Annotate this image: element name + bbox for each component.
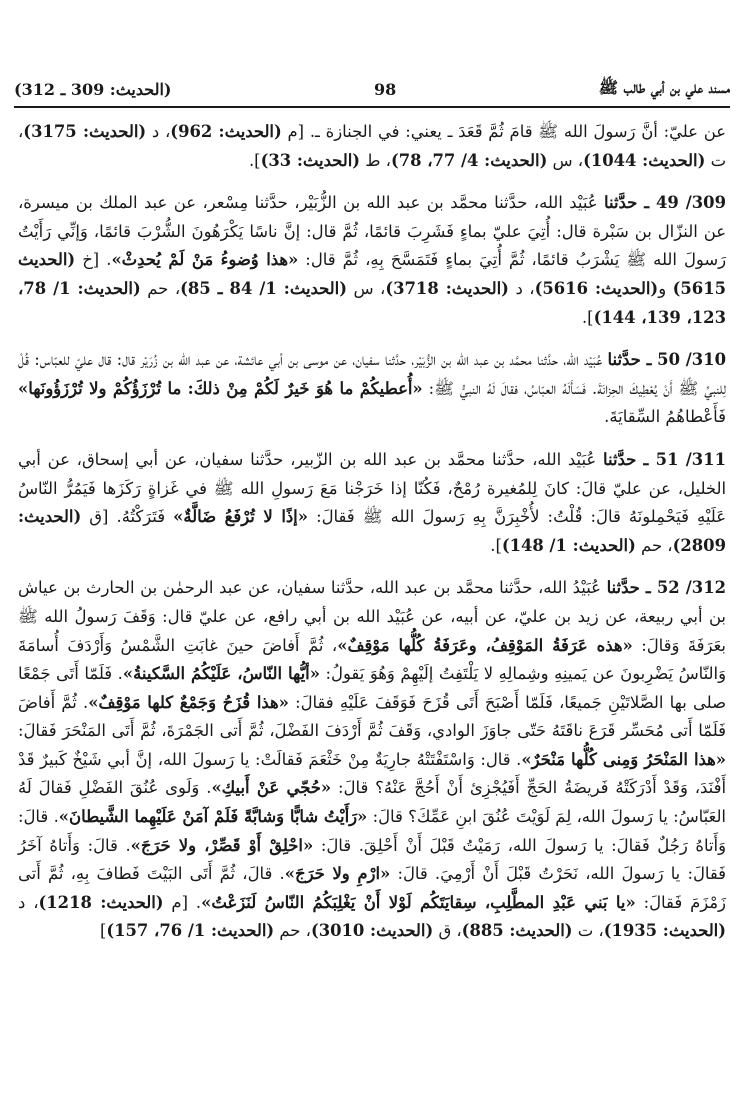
paragraph-gap: [18, 560, 726, 574]
text-segment: عن عليّ: أنَّ رَسولَ الله ﷺ قامَ ثُمَّ قَعَدَ ـ يعني: في الجنازة ـ. [م: [281, 122, 726, 141]
paragraph-gap: [18, 432, 726, 446]
hadith-range: (الحديث: 309 ـ 312): [14, 79, 172, 99]
bold-segment: «ارْمِ ولا حَرَجَ»: [284, 864, 391, 884]
bold-segment: (الحديث: 1218): [38, 892, 164, 912]
bold-segment: (الحديث 5615): [18, 250, 727, 298]
text-segment: ].: [490, 535, 502, 555]
text-segment: ، س: [547, 150, 584, 170]
text-segment: . فَلَمّا أَتَى جَمْعًا صلى بها الصَّلاتَيْنِ جَميعًا، فَلَمّا أَصْبَحَ أَتَى قُزَحَ فَوَقَفَ عَلَيْهِ فقالَ:: [18, 664, 726, 712]
book-title: مسند علي بن أبي طالب ﷺ: [598, 77, 730, 97]
bold-segment: (الحديث: 885): [461, 921, 573, 941]
page-body: [18, 118, 726, 946]
bold-segment: «يا بَني عَبْدِ المطَّلِبِ، سِقايَتَكُم لَوْلا أَنْ يَغْلِبَكُمُ النّاسُ لَنَزَعْتُ»: [201, 892, 636, 912]
text-segment: . ثُمَّ أَفاضَ فَلَمّا أَتى مُحَسِّر قَرَعَ ناقَتَهُ حَتّى جاوَزَ الوادي، وَقَفَ ثُمَّ أَرْدَفَ الفَضْلَ، ثُمَّ أَتى الجَمْرَةَ، ثُمَّ أَتَى المَنْحَرَ فَقالَ:: [18, 692, 726, 741]
text-segment: ، د: [508, 278, 535, 298]
paragraph-gap: [18, 332, 726, 346]
bold-segment: (الحديث: 4/ 77، 78): [390, 150, 548, 170]
text-segment: ].: [581, 307, 594, 327]
bold-segment: 311/ 51 ـ حدَّثنا: [603, 449, 726, 469]
bold-segment: (الحديث: 1/ 78، 123، 139، 144): [18, 278, 726, 327]
hadith-paragraph-hadith-311: [18, 446, 726, 560]
text-segment: ، حم: [140, 278, 181, 298]
text-segment: ، ت: [18, 122, 726, 170]
text-segment: ، حم: [274, 921, 311, 941]
bold-segment: (الحديث: 33): [260, 150, 361, 170]
bold-segment: (الحديث: 3718): [385, 278, 509, 298]
bold-segment: (الحديث: 962): [170, 122, 282, 141]
paragraph-gap: [18, 175, 726, 189]
bold-segment: (الحديث: 1/ 148): [501, 535, 636, 555]
bold-segment: 312/ 52 ـ حدَّثنا: [606, 578, 727, 598]
text-segment: . قالَ: وَأَتاهُ رَجُلٌ فَقالَ: يا رَسولَ الله، رَمَيْتُ قَبْلَ أَنْ أَحْلِقَ. قالَ:: [18, 807, 726, 855]
text-segment: عُبَيْد الله، حدَّثنا محمَّد بن عبد الله بن الزّبير، حدَّثنا سفيان، عن أبي إسحاق، عن أبي الخليل، عن عليّ قالَ: كانَ لِلمُغيرة رُمْحٌ، فَكُنّا إذا خَرَجْنا مَعَ رَسولِ الله ﷺ في غَزاةٍ رَكَزَها فَيَمُرُّ النّاسُ عَلَيْهِ فَيَحْمِلونَهُ قالَ: قُلْتُ: لأُخْبِرَنَّ بِهِ رَسولَ الله ﷺ فَقالَ:: [18, 449, 726, 527]
text-segment: عُبَيْد الله، حدَّثنا محمَّد بن عبد الله بن الزُّبَيْر، حدَّثنا سفيان، عن موسى بن أبي عائشة، عن عبد الله بن زُرَيْر قال: قال عليّ للعبّاس: قُلْ لِلنبيِّ ﷺ أَنْ يُعْطِيكَ الحِزانَةَ. فَسَأَلَهُ العبّاسُ، فقالَ لَهُ النبيُّ ﷺ:: [18, 350, 726, 398]
bold-segment: 310/ 50 ـ حدَّثنا: [607, 350, 726, 370]
bold-segment: «هذا قُزَحُ وَجَمْعٌ كلها مَوْقِفٌ»: [88, 692, 289, 712]
text-segment: ، س: [347, 278, 386, 298]
bold-segment: (الحديث: 1/ 84 ـ 85): [180, 278, 347, 298]
bold-segment: (الحديث: 3010): [310, 921, 434, 941]
bold-segment: «رَأَيْتُ شابًّا وَشابَّةً فَلَمْ آمَنْ عَلَيْهِما الشَّيطانَ»: [58, 807, 368, 827]
text-segment: عُبَيْدُ الله، حدَّثنا محمَّد بن عبد الله، حدَّثنا سفيان، عن عبد الرحمٰن بن الحارث بن عياش بن أبي ربيعة، عن زيد بن عليّ، عن أبيه، عن عُبَيْد الله بن أبي رافع، عن عليّ قال: وَقَفَ رَسولُ الله ﷺ بعَرَفَةَ وَقالَ:: [18, 578, 726, 655]
page-number: 98: [373, 79, 397, 99]
text-segment: ].: [248, 150, 261, 170]
hadith-paragraph-hadith-309: [18, 189, 726, 332]
bold-segment: (الحديث: 5616): [534, 278, 659, 298]
text-segment: ، ت: [572, 921, 604, 941]
bold-segment: «أيُّها النّاسُ، عَلَيْكُمُ السَّكينةُ»: [122, 664, 320, 684]
text-segment: ، د: [146, 122, 171, 141]
bold-segment: «إذًا لا تُرْفَعُ ضَالَّةٌ»: [173, 507, 308, 527]
text-segment: ، ط: [360, 150, 391, 170]
bold-segment: (الحديث: 1044): [583, 150, 706, 170]
text-segment: ، ثُمَّ أَفاضَ حينَ غابَتِ الشَّمْسُ وَأَرْدَفَ أُسامَةَ وَالنّاسُ يَضْرِبونَ عن يَمينِهِ وشِمالِهِ لا يَلْتَفِتُ إلَيْهِمْ وَهُوَ يَقولُ:: [18, 635, 727, 684]
hadith-paragraph-hadith-312: [18, 574, 726, 946]
hadith-paragraph-intro: [18, 118, 726, 175]
text-segment: ، حم: [635, 535, 673, 555]
bold-segment: (الحديث: 2809): [18, 507, 726, 555]
bold-segment: (الحديث: 3175): [23, 122, 147, 141]
text-segment: . وَلَوى عُنُقَ الفَضْلِ فَقالَ لَهُ العَبّاسُ: يا رَسولَ الله، لِمَ لَوَيْتَ عُنُقَ ابنِ عَمِّكَ؟ قالَ:: [18, 778, 726, 827]
page-header: [14, 72, 730, 108]
bold-segment: «هذه عَرَفَةُ المَوْقِفُ، وعَرَفَةُ كُلُّها مَوْقِفٌ»: [337, 635, 633, 655]
bold-segment: (الحديث: 1/ 76، 157): [106, 921, 275, 941]
bold-segment: «هذا وُضوءُ مَنْ لَمْ يُحدِثْ»: [111, 250, 299, 270]
text-segment: . قالَ: وَأَتاهُ آخَرُ فَقالَ: يا رَسولَ الله، نَحَرْتُ قَبْلَ أَنْ أَرْمِيَ. قالَ:: [18, 835, 726, 884]
text-segment: . [خ: [75, 250, 112, 270]
text-segment: . [م: [163, 892, 202, 912]
text-segment: عُبَيْد الله، حدَّثنا محمَّد بن عبد الله بن الزُّبَيْر، حدَّثنا مِسْعر، عن عبد الملك بن ميسرة، عن النزّال بن سَبْرة قال: أُتِيَ عليّ بماءٍ فَشَرِبَ قائمًا، ثُمَّ قال: إنَّ ناسًا يَكْرَهُونَ الشُّرْبَ قائمًا، وَإنِّي رَأَيْتُ رَسولَ الله ﷺ يَشْرَبُ قائمًا، ثُمَّ أُتِيَ بماءٍ فَتَمَسَّحَ بِهِ، ثُمَّ قال:: [18, 193, 727, 270]
text-segment: ]: [99, 921, 107, 941]
text-segment: ، د: [18, 892, 39, 912]
bold-segment: (الحديث: 1935): [603, 921, 726, 941]
hadith-paragraph-hadith-310: [18, 346, 726, 432]
bold-segment: 309/ 49 ـ حدَّثنا: [604, 193, 726, 213]
bold-segment: «حُجّي عَنْ أَبيكِ»: [211, 778, 332, 798]
bold-segment: «احْلِقْ أَوْ قَصِّرْ، ولا حَرَجَ»: [130, 835, 314, 855]
text-segment: . قال: وَاسْتَفْتَتْهُ جارِيَةٌ مِنْ خَثْعَمَ فَقالَتْ: يا رَسولَ الله، إنَّ أبي شَيْخٌ كَبيرٌ قَدْ أَفْنَدَ، وَقَدْ أَدْرَكَتْهُ فَريضَةُ الحَجِّ أَفَيُجْزِئ أَنْ أَحُجَّ عَنْهُ؟ قالَ:: [18, 749, 727, 798]
text-segment: و: [658, 278, 673, 298]
bold-segment: «أُعطيكُمْ ما هُوَ خَيرٌ لَكُمْ مِنْ ذلكَ: ما تُرْزَؤُكُمْ ولا تُرْزَؤُونَها»: [18, 378, 423, 398]
text-segment: . قالَ، ثُمَّ أَتَى البَيْتَ فَطافَ بِهِ، ثُمَّ أَتى زَمْزَمَ فَقالَ:: [18, 864, 726, 912]
text-segment: ، ق: [433, 921, 462, 941]
bold-segment: «هذا المَنْحَرُ وَمِنى كُلُّها مَنْحَرٌ»: [521, 749, 726, 769]
text-segment: فَأَعْطاهُمُ السِّقايَةَ.: [604, 407, 726, 427]
text-segment: فَتَرَكْتُهُ. [ق: [81, 507, 174, 527]
